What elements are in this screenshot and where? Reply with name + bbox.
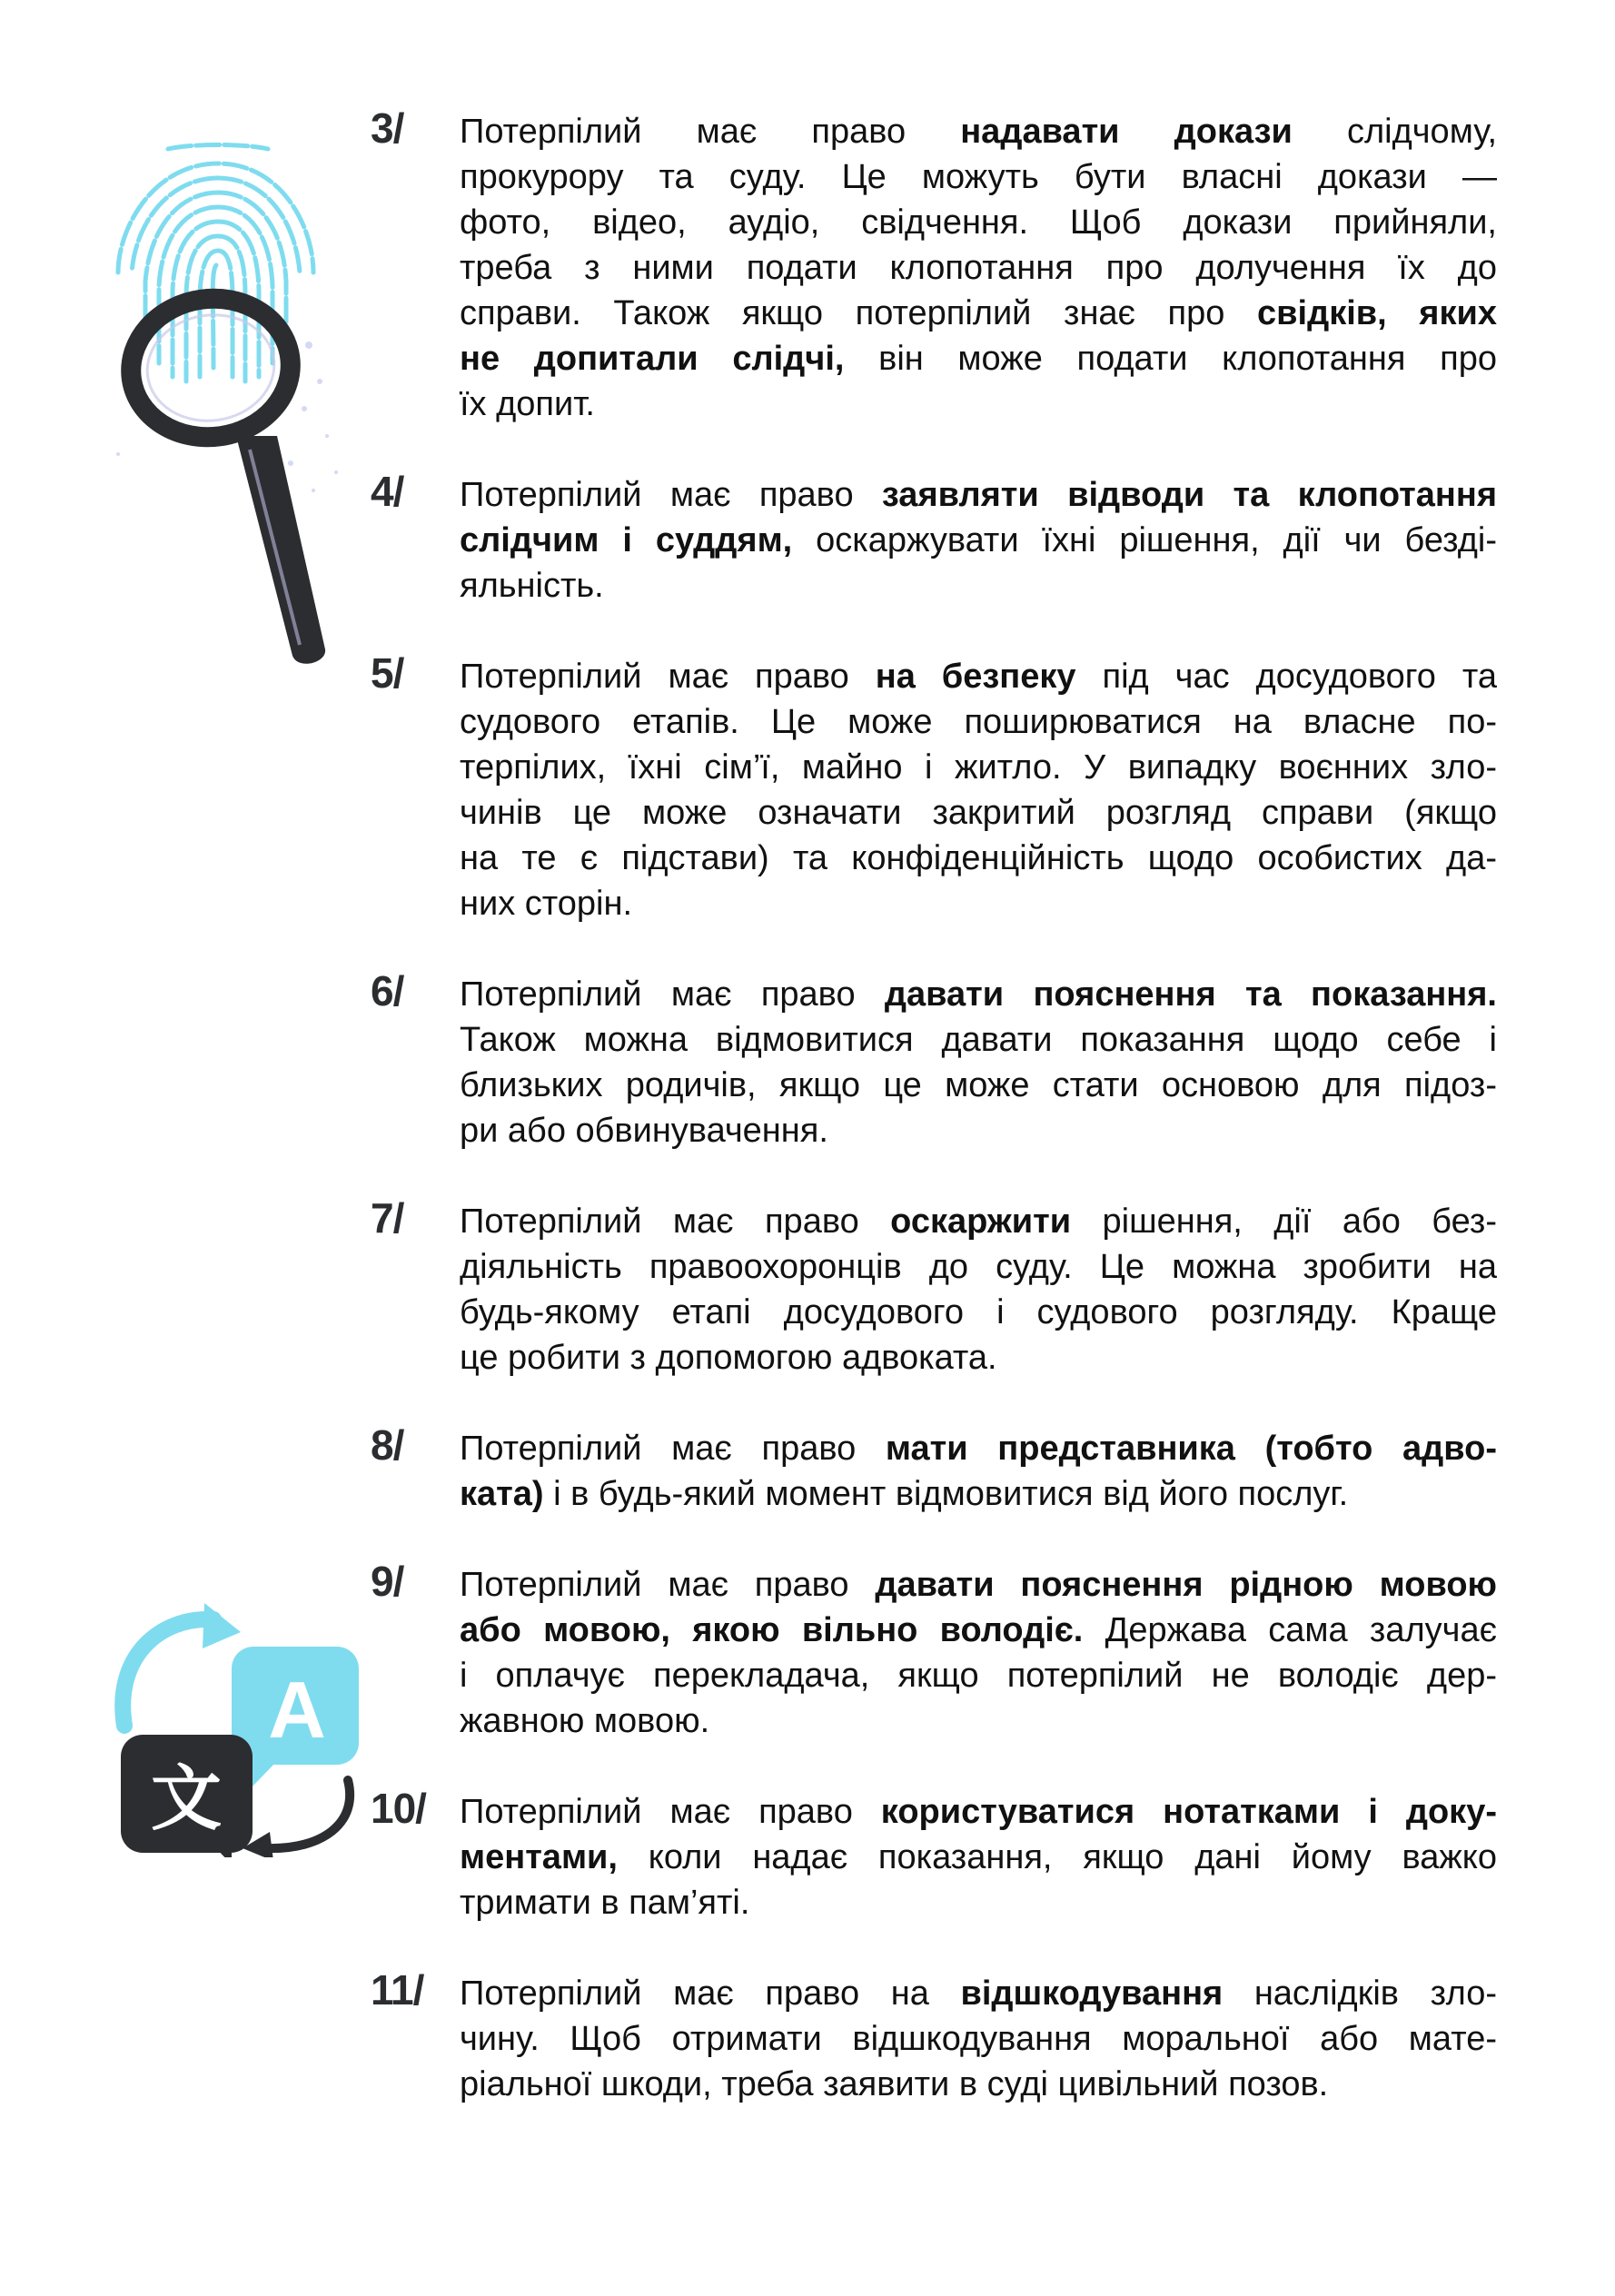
- text-line: [460, 336, 1497, 381]
- text-line: [460, 200, 1497, 245]
- item-text: [460, 654, 1497, 926]
- text-line: [460, 2016, 1497, 2062]
- text-run: Держава сама залучає: [1083, 1611, 1497, 1649]
- text-run: терпілих, їхні сім’ї, майно і житло. У випадку воєнних зло-: [460, 748, 1497, 787]
- bold-phrase: ката): [460, 1475, 544, 1513]
- item-text: [460, 1199, 1497, 1381]
- bold-phrase: оскаржити: [890, 1202, 1072, 1241]
- letter-a-glyph: A: [268, 1665, 326, 1755]
- text-run: тримати в пам’яті.: [460, 1884, 750, 1922]
- item-number: 8/: [371, 1421, 404, 1469]
- text-line: [460, 1971, 1497, 2016]
- magnifier-icon: [122, 288, 325, 663]
- text-line: [460, 699, 1497, 745]
- text-run: Потерпілий має право: [460, 113, 961, 151]
- text-run: під час досудового та: [1075, 658, 1498, 696]
- bold-phrase: давати пояснення та показання.: [884, 975, 1497, 1014]
- item-number: 11/: [371, 1966, 424, 2014]
- text-line: [460, 1199, 1497, 1244]
- text-line: [460, 154, 1497, 200]
- bold-phrase: надавати докази: [960, 113, 1293, 151]
- text-run: діяльність правоохоронців до суду. Це можна зробити на: [460, 1248, 1497, 1286]
- text-run: Потерпілий має право: [460, 975, 885, 1014]
- arrow-dark-icon: [266, 1780, 350, 1848]
- text-run: слідчому,: [1292, 113, 1497, 151]
- bold-phrase: давати пояснення рідною мовою: [875, 1566, 1497, 1604]
- bold-phrase: ментами,: [460, 1838, 618, 1876]
- text-line: [460, 1653, 1497, 1698]
- bold-phrase: слідчим і суддям,: [460, 521, 793, 559]
- item-text: [460, 972, 1497, 1153]
- bold-phrase: свідків, яких: [1257, 294, 1497, 332]
- text-line: [460, 881, 1497, 926]
- item-number: 10/: [371, 1785, 426, 1832]
- text-run: судового етапів. Це може поширюватися на власне по-: [460, 703, 1497, 741]
- item-number: 7/: [371, 1194, 404, 1242]
- item-text: [460, 1971, 1497, 2107]
- bold-phrase: відшкодування: [960, 1974, 1224, 2013]
- text-run: треба з ними подати клопотання про долучення їх до: [460, 249, 1497, 287]
- text-line: [460, 1880, 1497, 1925]
- text-line: [460, 563, 1497, 609]
- text-run: коли надає показання, якщо дані йому важко: [617, 1838, 1497, 1876]
- text-run: наслідків зло-: [1223, 1974, 1497, 2013]
- text-run: Також можна відмовитися давати показання щодо себе і: [460, 1021, 1497, 1059]
- text-line: [460, 1471, 1497, 1517]
- bold-phrase: не допитали слідчі,: [460, 340, 845, 378]
- text-run: рішення, дії або без-: [1071, 1202, 1498, 1241]
- item-number: 5/: [371, 649, 404, 697]
- text-line: [460, 836, 1497, 881]
- text-run: це робити з допомогою адвоката.: [460, 1339, 997, 1377]
- text-run: будь-якому етапі досудового і судового розгляду. Краще: [460, 1293, 1497, 1331]
- text-line: [460, 1244, 1497, 1290]
- text-run: жавною мовою.: [460, 1702, 710, 1740]
- item-text: [460, 109, 1497, 427]
- text-run: яльність.: [460, 567, 604, 605]
- speech-bubble-wen-icon: [121, 1735, 253, 1857]
- fingerprint-magnifier-illustration: [82, 136, 354, 699]
- item-text: [460, 1426, 1497, 1517]
- text-run: ріальної шкоди, треба заявити в суді цивільний позов.: [460, 2065, 1329, 2103]
- item-number: 3/: [371, 104, 404, 152]
- text-line: [460, 2062, 1497, 2107]
- text-run: і в будь-який момент відмовитися від його послуг.: [543, 1475, 1349, 1513]
- text-line: [460, 1108, 1497, 1153]
- text-run: на те є підстави) та конфіденційність щодо особистих да-: [460, 839, 1497, 877]
- text-line: [460, 472, 1497, 518]
- text-line: [460, 381, 1497, 427]
- text-run: Потерпілий має право: [460, 1566, 876, 1604]
- bold-phrase: або мовою, якою вільно володіє.: [460, 1611, 1084, 1649]
- bold-phrase: на безпеку: [875, 658, 1076, 696]
- text-line: [460, 1063, 1497, 1108]
- text-run: чину. Щоб отримати відшкодування моральної або мате-: [460, 2020, 1497, 2058]
- text-line: [460, 109, 1497, 154]
- text-line: [460, 1426, 1497, 1471]
- item-number: 6/: [371, 967, 404, 1014]
- text-run: справи. Також якщо потерпілий знає про: [460, 294, 1258, 332]
- item-text: [460, 472, 1497, 609]
- text-line: [460, 1290, 1497, 1335]
- text-run: прокурору та суду. Це можуть бути власні докази —: [460, 158, 1497, 196]
- text-run: їх допит.: [460, 385, 595, 423]
- text-line: [460, 1789, 1497, 1835]
- text-line: [460, 1698, 1497, 1744]
- text-run: Потерпілий має право: [460, 658, 876, 696]
- text-line: [460, 245, 1497, 291]
- text-run: Потерпілий має право на: [460, 1974, 961, 2013]
- arrow-cyan-icon: [123, 1619, 213, 1726]
- text-line: [460, 1835, 1497, 1880]
- text-line: [460, 790, 1497, 836]
- text-line: [460, 1608, 1497, 1653]
- bold-phrase: заявляти відводи та клопотання: [881, 476, 1497, 514]
- item-number: 4/: [371, 468, 404, 515]
- text-run: ри або обвинувачення.: [460, 1112, 828, 1150]
- item-text: [460, 1562, 1497, 1744]
- wen-glyph: 文: [150, 1758, 223, 1840]
- text-run: Потерпілий має право: [460, 1793, 881, 1831]
- text-run: оскаржувати їхні рішення, дії чи безді-: [792, 521, 1497, 559]
- text-run: він може подати клопотання про: [844, 340, 1497, 378]
- text-line: [460, 1562, 1497, 1608]
- item-text: [460, 1789, 1497, 1925]
- text-run: і оплачує перекладача, якщо потерпілий не володіє дер-: [460, 1657, 1497, 1695]
- translation-illustration: [104, 1585, 359, 1857]
- text-line: [460, 291, 1497, 336]
- text-line: [460, 654, 1497, 699]
- text-run: близьких родичів, якщо це може стати основою для підоз-: [460, 1066, 1497, 1104]
- bold-phrase: користуватися нотатками і доку-: [880, 1793, 1497, 1831]
- text-run: чинів це може означати закритий розгляд справи (якщо: [460, 794, 1497, 832]
- item-number: 9/: [371, 1558, 404, 1605]
- text-run: них сторін.: [460, 885, 632, 923]
- text-line: [460, 1335, 1497, 1381]
- text-run: Потерпілий має право: [460, 476, 882, 514]
- text-run: фото, відео, аудіо, свідчення. Щоб докази прийняли,: [460, 203, 1497, 242]
- text-run: Потерпілий має право: [460, 1430, 886, 1468]
- text-line: [460, 518, 1497, 563]
- text-line: [460, 745, 1497, 790]
- text-run: Потерпілий має право: [460, 1202, 891, 1241]
- bold-phrase: мати представника (тобто адво-: [885, 1430, 1497, 1468]
- text-line: [460, 1017, 1497, 1063]
- text-line: [460, 972, 1497, 1017]
